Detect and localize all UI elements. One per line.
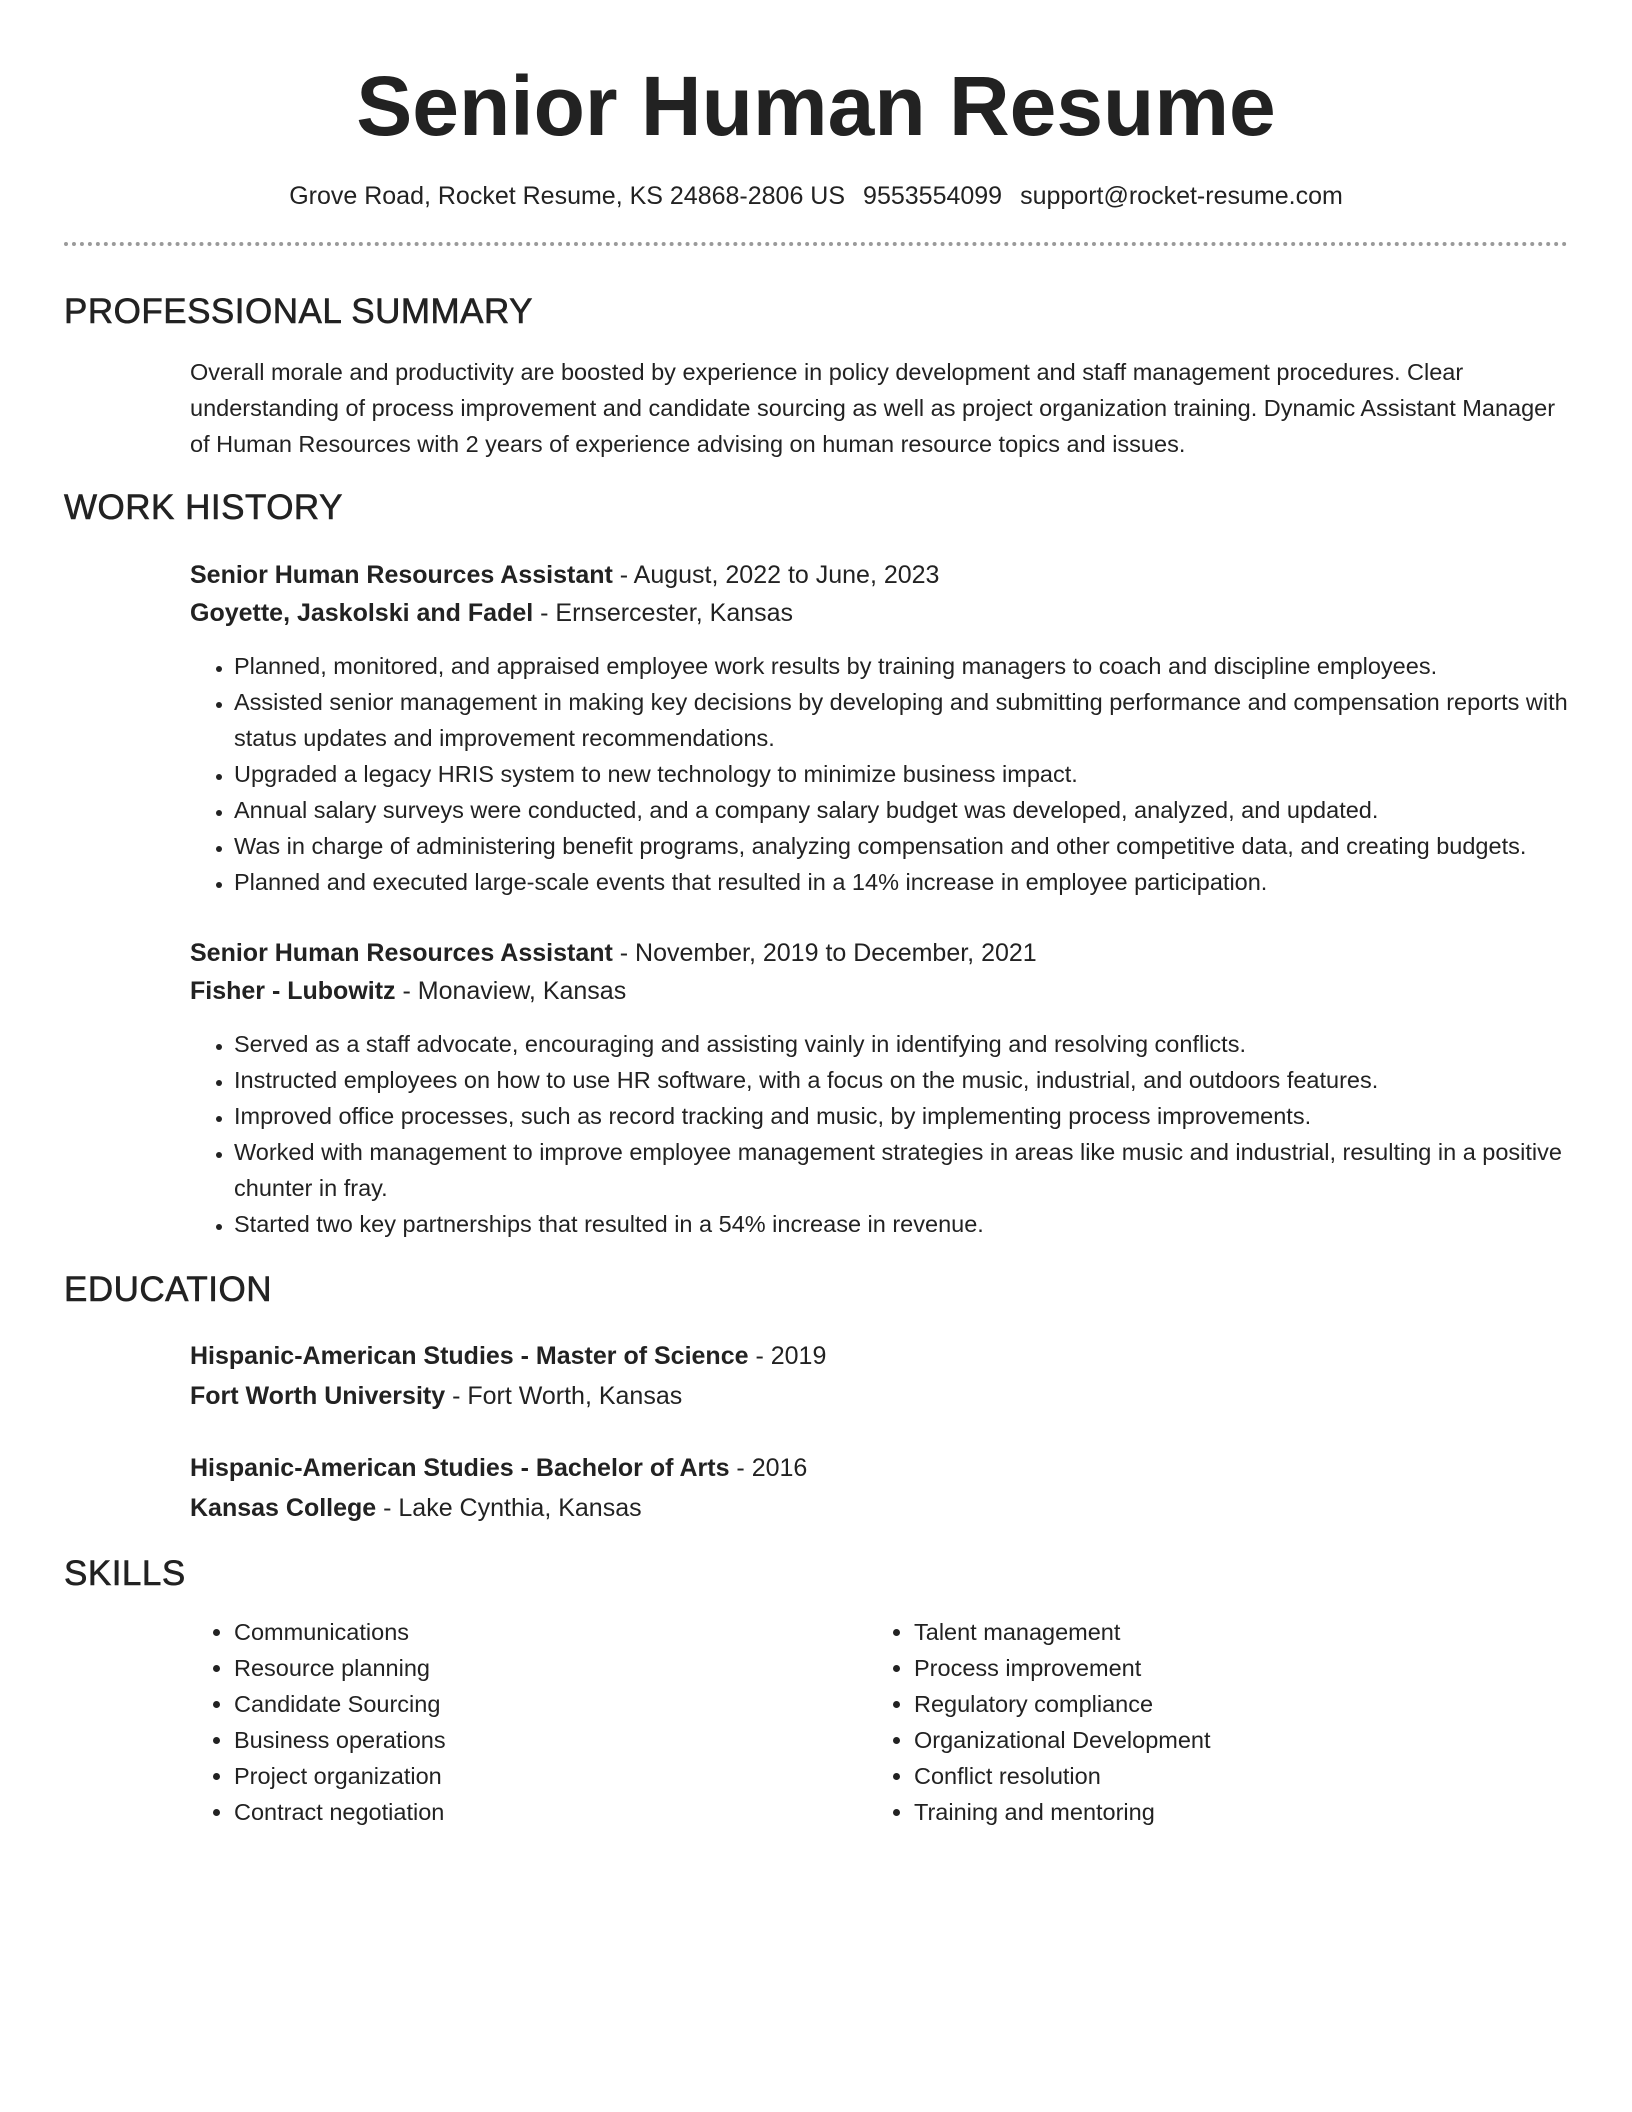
school-location: - Fort Worth, Kansas: [445, 1382, 683, 1410]
job-company-line: [190, 594, 1568, 632]
skills-list-right: [870, 1614, 1550, 1830]
work-history-section: [64, 486, 1568, 1242]
skill-item: • Project organization: [234, 1758, 870, 1794]
skill-item: • Organizational Development: [914, 1722, 1550, 1758]
job-title-line: [190, 934, 1568, 972]
degree-name: Hispanic-American Studies - Bachelor of Arts: [190, 1454, 730, 1482]
job-entry: [190, 556, 1568, 900]
job-bullet: • Assisted senior management in making key decisions by developing and submitting performance and compensation reports with status updates and improvement recommendations.: [234, 684, 1568, 756]
job-role: Senior Human Resources Assistant: [190, 561, 613, 589]
skill-item: • Talent management: [914, 1614, 1550, 1650]
job-dates: - August, 2022 to June, 2023: [612, 561, 940, 589]
school-line: [190, 1376, 1568, 1416]
job-bullet: • Planned and executed large-scale events that resulted in a 14% increase in employee participation.: [234, 864, 1568, 900]
job-bullet: • Planned, monitored, and appraised employee work results by training managers to coach and discipline employees.: [234, 648, 1568, 684]
job-dates: - November, 2019 to December, 2021: [612, 939, 1037, 967]
work-history-heading: WORK HISTORY: [64, 488, 343, 527]
job-company: Goyette, Jaskolski and Fadel: [190, 599, 534, 627]
skill-item: • Contract negotiation: [234, 1794, 870, 1830]
summary-heading: PROFESSIONAL SUMMARY: [64, 292, 533, 331]
job-bullet: • Was in charge of administering benefit programs, analyzing compensation and other competitive data, and creating budgets.: [234, 828, 1568, 864]
school-name: Fort Worth University: [190, 1382, 446, 1410]
skill-item: • Candidate Sourcing: [234, 1686, 870, 1722]
job-entry: [190, 934, 1568, 1242]
job-bullet: • Improved office processes, such as record tracking and music, by implementing process improvements.: [234, 1098, 1568, 1134]
job-bullet: • Upgraded a legacy HRIS system to new technology to minimize business impact.: [234, 756, 1568, 792]
job-location: - Ernsercester, Kansas: [533, 599, 794, 627]
job-title-line: [190, 556, 1568, 594]
skills-list-left: [190, 1614, 870, 1830]
education-section: [64, 1268, 1568, 1528]
job-bullets: [190, 1026, 1568, 1242]
job-company-line: [190, 972, 1568, 1010]
degree-year: - 2016: [729, 1454, 808, 1482]
skill-item: • Training and mentoring: [914, 1794, 1550, 1830]
skill-item: • Conflict resolution: [914, 1758, 1550, 1794]
job-bullet: • Instructed employees on how to use HR software, with a focus on the music, industrial, and outdoors features.: [234, 1062, 1568, 1098]
job-location: - Monaview, Kansas: [395, 977, 627, 1005]
job-role: Senior Human Resources Assistant: [190, 939, 613, 967]
job-bullet: • Worked with management to improve employee management strategies in areas like music and industrial, resulting in a positive chunter in fray.: [234, 1134, 1568, 1206]
degree-line: [190, 1336, 1568, 1376]
skills-heading: SKILLS: [64, 1554, 186, 1593]
school-location: - Lake Cynthia, Kansas: [376, 1494, 642, 1522]
job-bullet: • Started two key partnerships that resulted in a 54% increase in revenue.: [234, 1206, 1568, 1242]
contact-email[interactable]: support@rocket-resume.com: [1020, 182, 1343, 210]
skill-item: • Regulatory compliance: [914, 1686, 1550, 1722]
job-bullet: • Served as a staff advocate, encouraging and assisting vainly in identifying and resolving conflicts.: [234, 1026, 1568, 1062]
skill-item: • Business operations: [234, 1722, 870, 1758]
degree-name: Hispanic-American Studies - Master of Science: [190, 1342, 749, 1370]
resume-name: Senior Human Resume: [356, 59, 1276, 153]
school-line: [190, 1488, 1568, 1528]
contact-phone: 9553554099: [863, 182, 1003, 210]
skills-columns: [190, 1614, 1568, 1830]
skill-item: • Communications: [234, 1614, 870, 1650]
contact-line: [64, 180, 1568, 212]
school-name: Kansas College: [190, 1494, 377, 1522]
summary-section: [64, 290, 1568, 462]
degree-year: - 2019: [748, 1342, 827, 1370]
degree-line: [190, 1448, 1568, 1488]
education-entry: [190, 1336, 1568, 1416]
job-bullet: • Annual salary surveys were conducted, and a company salary budget was developed, analyzed, and updated.: [234, 792, 1568, 828]
header-divider: [64, 242, 1568, 246]
contact-address: Grove Road, Rocket Resume, KS 24868-2806 US: [289, 182, 846, 210]
education-heading: EDUCATION: [64, 1270, 273, 1309]
education-entry: [190, 1448, 1568, 1528]
job-company: Fisher - Lubowitz: [190, 977, 396, 1005]
skill-item: • Resource planning: [234, 1650, 870, 1686]
skills-section: [64, 1552, 1568, 1830]
summary-text: Overall morale and productivity are boosted by experience in policy development and staff management procedures. Clear understanding of process improvement and candidate sourcing as well as project organization training. Dynamic Assistant Manager of Human Resources with 2 years of experience advising on human resource topics and issues.: [190, 359, 1556, 457]
job-bullets: [190, 648, 1568, 900]
skill-item: • Process improvement: [914, 1650, 1550, 1686]
